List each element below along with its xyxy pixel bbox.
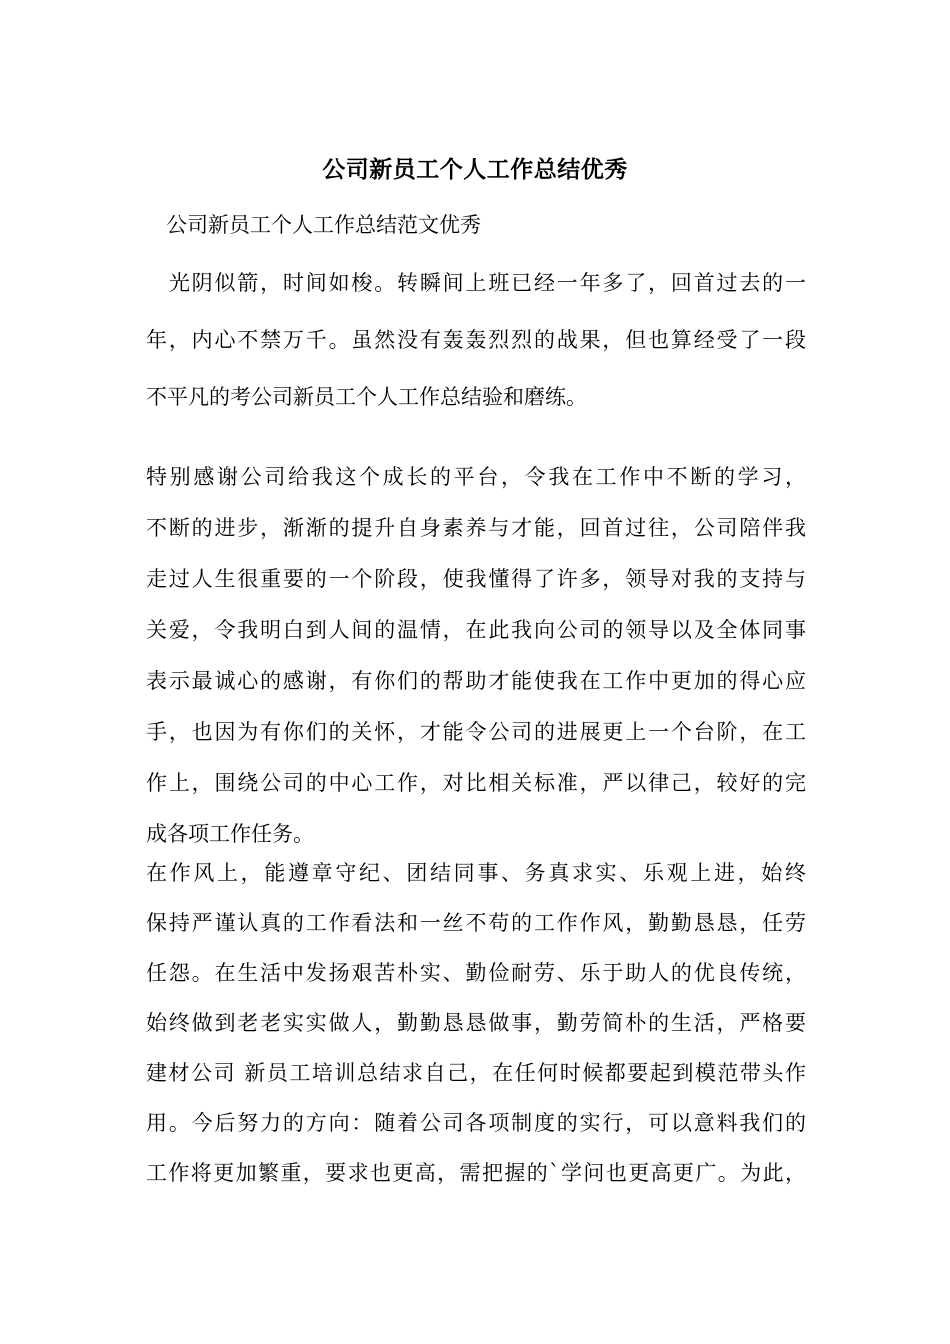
paragraph-line: 始终做到老老实实做人，勤勤恳恳做事，勤劳简朴的生活，严格要 <box>146 1011 806 1035</box>
paragraph-line: 光阴似箭，时间如梭。转瞬间上班已经一年多了，回首过去的一 <box>146 271 806 295</box>
document-subtitle: 公司新员工个人工作总结范文优秀 <box>166 213 481 237</box>
paragraph-2 <box>146 452 806 860</box>
paragraph-line: 特别感谢公司给我这个成长的平台，令我在工作中不断的学习， <box>146 465 806 489</box>
paragraph-1 <box>146 255 806 426</box>
paragraph-line: 表示最诚心的感谢，有你们的帮助才能使我在工作中更加的得心应 <box>146 669 806 693</box>
paragraph-line: 作上，围绕公司的中心工作，对比相关标准，严以律己，较好的完 <box>146 771 806 795</box>
paragraph-line: 不平凡的考公司新员工个人工作总结验和磨练。 <box>146 385 587 409</box>
paragraph-line: 年，内心不禁万千。虽然没有轰轰烈烈的战果，但也算经受了一段 <box>146 328 806 352</box>
paragraph-line: 任怨。在生活中发扬艰苦朴实、勤俭耐劳、乐于助人的优良传统， <box>146 961 806 985</box>
paragraph-line: 不断的进步，渐渐的提升自身素养与才能，回首过往，公司陪伴我 <box>146 516 806 540</box>
document-title: 公司新员工个人工作总结优秀 <box>322 156 628 183</box>
paragraph-3 <box>146 848 806 1198</box>
paragraph-line: 走过人生很重要的一个阶段，使我懂得了许多，领导对我的支持与 <box>146 567 806 591</box>
paragraph-line: 建材公司 新员工培训总结求自己，在任何时候都要起到模范带头作 <box>146 1061 806 1085</box>
paragraph-line: 在作风上，能遵章守纪、团结同事、务真求实、乐观上进，始终 <box>146 861 806 885</box>
paragraph-line: 关爱，令我明白到人间的温情，在此我向公司的领导以及全体同事 <box>146 618 806 642</box>
paragraph-line: 成各项工作任务。 <box>146 822 314 846</box>
paragraph-line: 手，也因为有你们的关怀，才能令公司的进展更上一个台阶，在工 <box>146 720 806 744</box>
paragraph-line: 用。今后努力的方向：随着公司各项制度的实行，可以意料我们的 <box>146 1111 806 1135</box>
paragraph-line: 保持严谨认真的工作看法和一丝不苟的工作作风，勤勤恳恳，任劳 <box>146 911 806 935</box>
paragraph-line: 工作将更加繁重，要求也更高，需把握的`学问也更高更广。为此， <box>146 1161 806 1185</box>
